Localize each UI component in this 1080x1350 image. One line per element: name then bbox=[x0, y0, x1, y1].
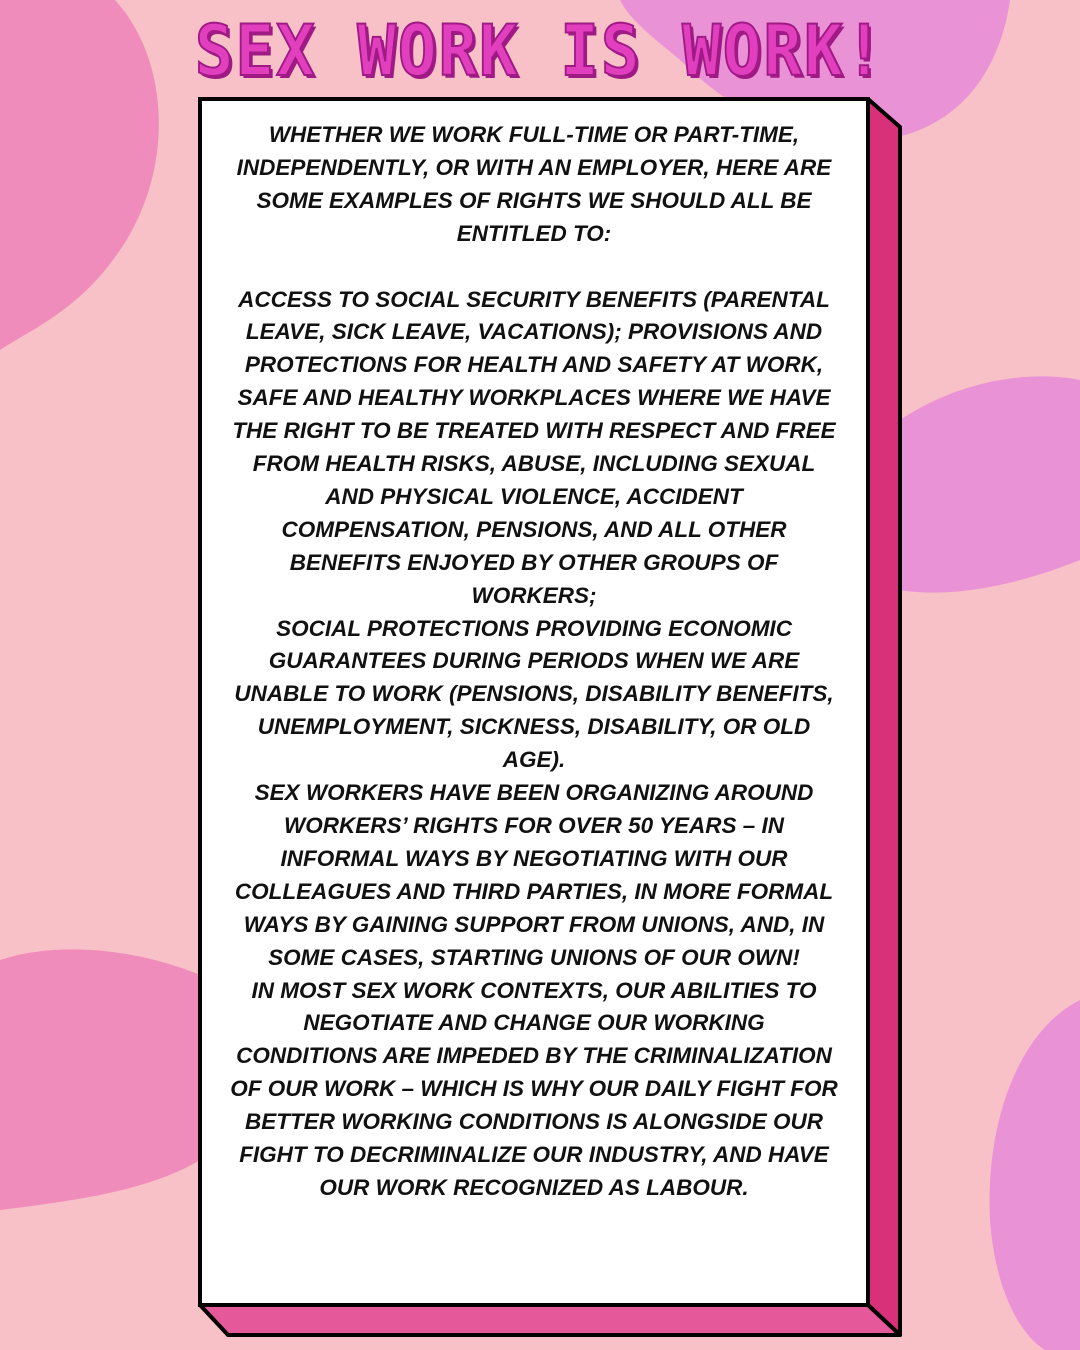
card-side-face bbox=[868, 99, 900, 1335]
card-bottom-face bbox=[200, 1305, 900, 1335]
blob-right-band bbox=[900, 376, 1080, 592]
rights-paragraph-1: ACCESS TO SOCIAL SECURITY BENEFITS (PARENTAL LEAVE, SICK LEAVE, VACATIONS); PROVISIONS AND PROTECTIONS FOR HEALTH AND SAFETY AT WORK, SAFE AND HEALTHY WORKPLACES WHERE WE HAVE THE RIGHT TO BE TREATED WITH RESPECT AND FREE FROM HEALTH RISKS, ABUSE, INCLUDING SEXUAL AND PHYSICAL VIOLENCE, ACCIDENT COMPENSATION, PENSIONS, AND ALL OTHER BENEFITS ENJOYED BY OTHER GROUPS OF WORKERS; bbox=[232, 286, 836, 608]
intro-paragraph: WHETHER WE WORK FULL-TIME OR PART-TIME, INDEPENDENTLY, OR WITH AN EMPLOYER, HERE ARE SOME EXAMPLES OF RIGHTS WE SHOULD ALL BE ENTITLED TO: bbox=[236, 122, 832, 246]
blob-left-middle bbox=[0, 949, 200, 1210]
text-card bbox=[198, 97, 870, 1307]
card-face bbox=[198, 97, 870, 1307]
organizing-paragraph: SEX WORKERS HAVE BEEN ORGANIZING AROUND WORKERS’ RIGHTS FOR OVER 50 YEARS – IN INFORMAL WAYS BY NEGOTIATING WITH OUR COLLEAGUES AND THIRD PARTIES, IN MORE FORMAL WAYS BY GAINING SUPPORT FROM UNIONS, AND, IN SOME CASES, STARTING UNIONS OF OUR OWN! bbox=[234, 780, 834, 970]
rights-paragraph-2: SOCIAL PROTECTIONS PROVIDING ECONOMIC GUARANTEES DURING PERIODS WHEN WE ARE UNABLE TO WORK (PENSIONS, DISABILITY BENEFITS, UNEMPLOYMENT, SICKNESS, DISABILITY, OR OLD AGE). bbox=[234, 615, 834, 773]
page-title: SEX WORK IS WORK! bbox=[194, 10, 886, 92]
criminalization-paragraph: IN MOST SEX WORK CONTEXTS, OUR ABILITIES TO NEGOTIATE AND CHANGE OUR WORKING CONDITIONS ARE IMPEDED BY THE CRIMINALIZATION OF OUR WORK – WHICH IS WHY OUR DAILY FIGHT FOR BETTER WORKING CONDITIONS IS ALONGSIDE OUR FIGHT TO DECRIMINALIZE OUR INDUSTRY, AND HAVE OUR WORK RECOGNIZED AS LABOUR. bbox=[230, 977, 838, 1200]
blob-bottom-right bbox=[990, 1000, 1080, 1350]
